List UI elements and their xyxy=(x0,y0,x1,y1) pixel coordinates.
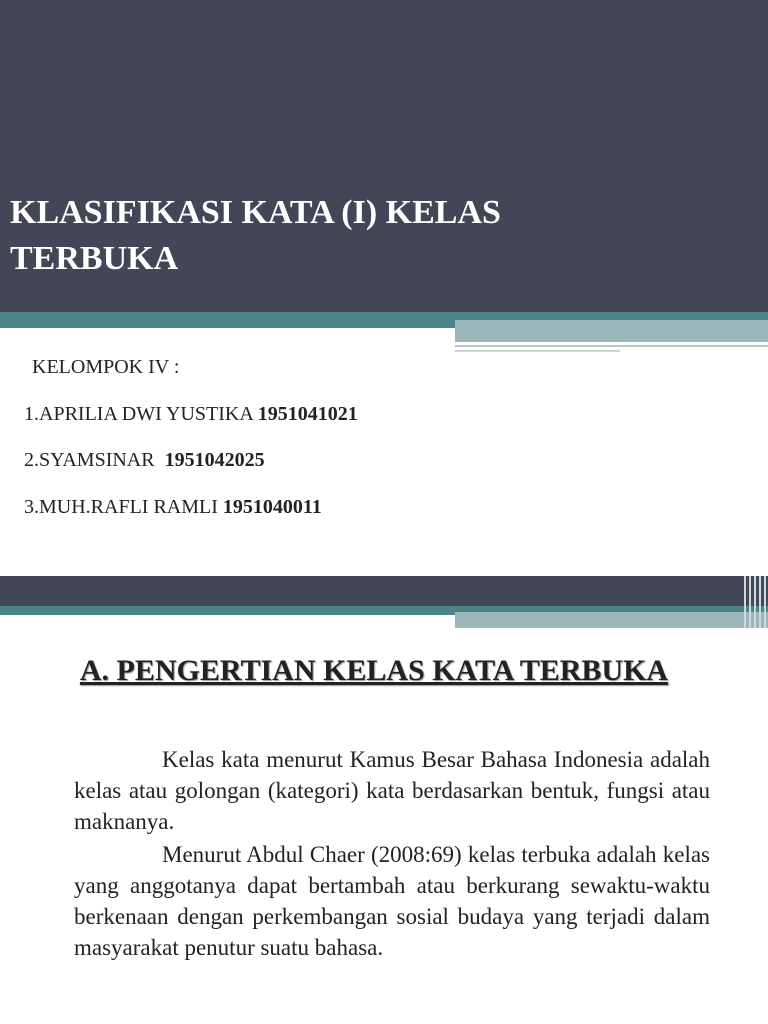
paragraph: Kelas kata menurut Kamus Besar Bahasa Indonesia adalah kelas atau golongan (kategori) kata berdasarkan bentuk, fungsi atau maknanya. xyxy=(74,747,710,834)
paragraph: Menurut Abdul Chaer (2008:69) kelas terbuka adalah kelas yang anggotanya dapat bertambah atau berkurang sewaktu-waktu berkenaan dengan perkembangan sosial budaya yang terjadi dalam masyarakat penutur suatu bahasa. xyxy=(74,842,710,960)
pinstripe xyxy=(455,350,620,352)
member-item xyxy=(24,443,358,490)
member-name: 2.SYAMSINAR xyxy=(24,449,155,471)
section-heading: A. PENGERTIAN KELAS KATA TERBUKA xyxy=(79,654,669,687)
stripe-gap xyxy=(0,328,455,342)
member-nim: 1951040011 xyxy=(222,495,322,518)
pinstripe xyxy=(455,345,768,347)
group-label xyxy=(24,350,358,397)
group-label-text: KELOMPOK IV : xyxy=(32,356,180,378)
member-item xyxy=(24,397,358,444)
member-nim: 1951042025 xyxy=(164,449,265,471)
slide-title: KLASIFIKASI KATA (I) KELAS TERBUKA xyxy=(10,194,501,277)
content-header-band xyxy=(0,576,768,606)
member-item xyxy=(24,490,358,537)
member-name: 3.MUH.RAFLI RAMLI xyxy=(24,495,218,518)
content-slide xyxy=(0,576,768,1024)
group-list xyxy=(24,350,358,536)
vertical-pinstripes xyxy=(742,576,768,628)
body-text xyxy=(74,744,710,965)
member-nim: 1951041021 xyxy=(257,402,358,425)
light-teal-stripe xyxy=(455,612,768,628)
stripe-gap xyxy=(0,615,455,628)
light-teal-stripe xyxy=(455,320,768,342)
member-name: 1.APRILIA DWI YUSTIKA xyxy=(24,402,253,425)
